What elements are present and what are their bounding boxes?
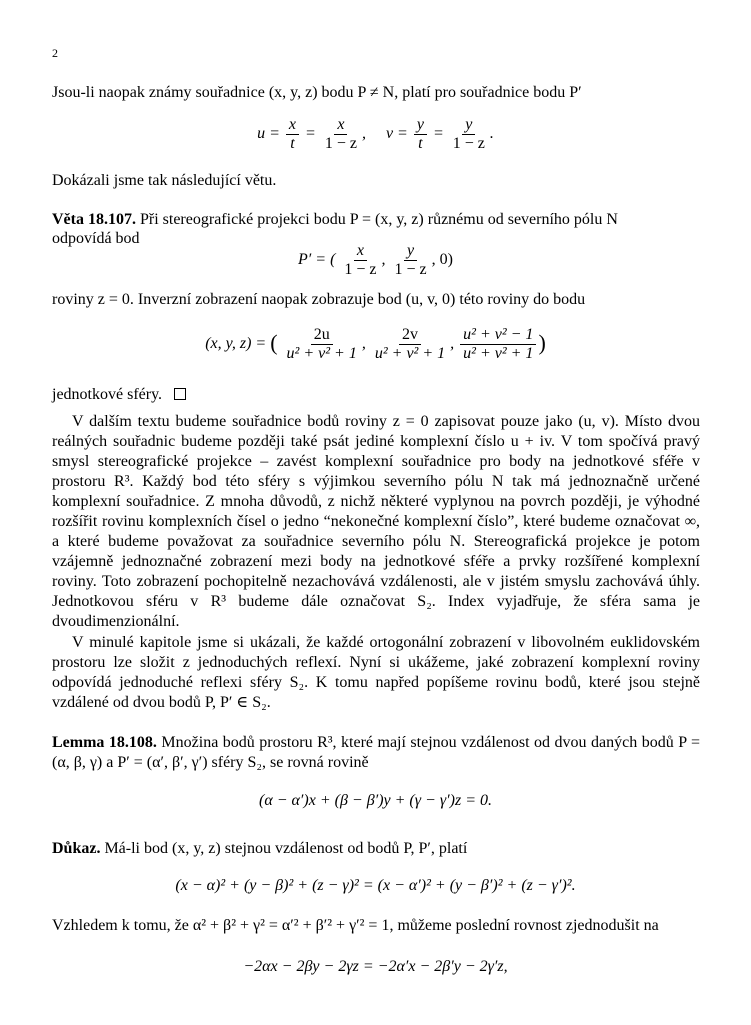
theorem-formula-pprime: P′ = ( $\frac{x}{1 - z}$ , $\frac{y}{1 - z}$ , 0) [298,242,453,278]
proof-formula2: −2αx − 2βy − 2γz = −2α′x − 2β′y − 2γ′z, [243,958,508,975]
theorem-closing: jednotkové sféry. [52,386,186,404]
page-number: 2 [52,46,58,60]
paragraph-stereographic: V dalším textu budeme souřadnice bodů roviny z = 0 zapisovat pouze jako (u, v). Místo dvou reálných souřadnic budeme později také psát jediné komplexní číslo u + iv. V tom spočívá pravý smysl stereografické projekce – zavést komplexní souřadnice pro body na jednotkové sféře v prostoru R³. Každý bod této sféry s výjimkou severního pólu N tak má jednoznačně určené komplexní souřadnice. Z mnoha důvodů, z nichž některé vyplynou na povrch později, je výhodné rozšířit rovinu komplexních čísel o jedno “nekonečné komplexní číslo”, které budeme označovat ∞, a které budeme považovat za souřadnice severního pólu N. Stereografická projekce je potom vzájemně jednoznačné zobrazení mezi body na jednotkové sféře a prvky rozšířené komplexní roviny. Toto zobrazení pochopitelně nezachovává vzdálenosti, ale v jistém smyslu zachovává úhly. Jednotkovou sféru v R³ budeme dále označovat S₂. Index vyjadřuje, že sféra sama je dvoudimenzionální. [52,413,700,630]
lemma-formula: (α − α′)x + (β − β′)y + (γ − γ′)z = 0. [258,792,493,809]
equation-uv: u = $\frac{x}{t}$ = $\frac{x}{1 - z}$ , v = $\frac{y}{t}$ = $\frac{y}{1 - z}$ . [257,116,494,152]
qed-square-icon [174,388,186,400]
eq-u-left: u = [257,125,280,143]
theorem-line1 [52,211,618,229]
frac-y-1mz: $\frac{y}{1 - z}$ [452,116,485,152]
theorem-line2: odpovídá bod [52,230,140,247]
proof-line [52,840,467,858]
frac-x-t: $\frac{x}{t}$ [286,116,299,153]
lemma-title: Lemma 18.108. [52,734,157,751]
proof-title: Důkaz. [52,840,101,857]
eq-v-left: v = [385,125,408,143]
proof-text: Má-li bod (x, y, z) stejnou vzdálenost od bodů P, P′, platí [104,840,468,857]
proved-line: Dokázali jsme tak následující větu. [52,172,277,189]
intro-line: Jsou-li naopak známy souřadnice (x, y, z) bodu P ≠ N, platí pro souřadnice bodu P′ [52,84,582,101]
proof-formula: (x − α)² + (y − β)² + (z − γ)² = (x − α′)² + (y − β′)² + (z − γ′)². [175,877,576,894]
theorem-title: Věta 18.107. [52,211,136,228]
proof-text2: Vzhledem k tomu, že α² + β² + γ² = α′² + β′² + γ′² = 1, můžeme poslední rovnost zjednodušit na [52,917,659,934]
lemma-text: Množina bodů prostoru R³, které mají stejnou vzdálenost od dvou daných bodů P = (α, β, γ) a P′ = (α′, β′, γ′) sféry S₂, se rovná rovině [52,734,701,771]
paragraph-reflections: V minulé kapitole jsme si ukázali, že každé ortogonální zobrazení v libovolném euklidovském prostoru lze složit z jednoduchých reflexí. Nyní si ukážeme, jaké zobrazení komplexní roviny odpovídá jednoduché reflexi sféry S₂. K tomu napřed popíšeme rovinu bodů, které jsou stejně vzdálené od dvou bodů P, P′ ∈ S₂. [52,634,700,711]
frac-y-t: $\frac{y}{t}$ [414,116,427,153]
theorem-text1: Při stereografické projekci bodu P = (x, y, z) různému od severního pólu N [139,211,618,228]
lemma-block [52,733,700,773]
theorem-line3: roviny z = 0. Inverzní zobrazení naopak zobrazuje bod (u, v, 0) této roviny do bodu [52,291,586,308]
theorem-inverse-formula: (x, y, z) = ( $\frac{2u}{\text{u² + v² + 1}}$ , $\frac{2v}{\text{u² + v² + 1}}$ , $\frac{\text{u² + v² − 1}}{\text{u² + v² + 1}}$ ) [205,326,546,362]
frac-x-1mz: $\frac{x}{1 - z}$ [324,116,357,152]
